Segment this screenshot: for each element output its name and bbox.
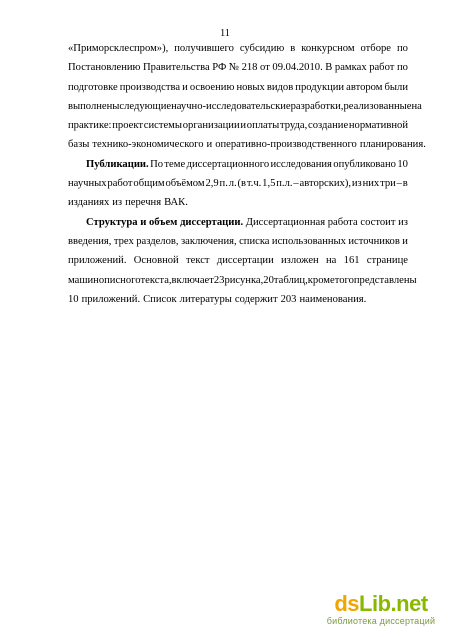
- text-line: базы технико-экономического и оперативно-производственного планирования.: [68, 139, 426, 151]
- logo-lib: Lib: [359, 591, 391, 616]
- text-line: приложений. Основной текст диссертации изложен на 161 странице: [68, 255, 408, 267]
- logo-dot: .: [390, 591, 397, 616]
- text-line: введения, трех разделов, заключения, списка использованных источников и: [68, 235, 408, 247]
- text-line: Публикации. По теме диссертационного исследования опубликовано 10: [86, 158, 408, 170]
- dslib-watermark[interactable]: [326, 592, 436, 627]
- text-line: 10 приложений. Список литературы содержит 203 наименования.: [68, 293, 367, 305]
- logo-net: net: [396, 591, 428, 616]
- text-line: научных работ общим объёмом 2,9 п. л. (в т.ч. 1,5 п.л. – авторских), из них три – в: [68, 178, 408, 190]
- document-body: [68, 39, 426, 309]
- text-line: Постановлению Правительства РФ № 218 от 09.04.2010. В рамках работ по: [68, 62, 408, 74]
- dslib-logo: [326, 592, 436, 616]
- paragraph-p1: [68, 39, 426, 155]
- paragraph-p2: [68, 155, 408, 213]
- logo-ds: ds: [334, 591, 360, 616]
- text-line: практике: проект системы организации и оплаты труда, создание нормативной: [68, 120, 408, 132]
- paragraph-p3: [68, 213, 417, 309]
- page-number: 11: [219, 28, 231, 39]
- watermark-caption: библиотека диссертаций: [326, 616, 436, 626]
- text-line: Структура и объем диссертации. Диссертационная работа состоит из: [86, 216, 408, 228]
- text-line: выполнены следующие научно-исследовательские разработки, реализованные на: [68, 100, 422, 112]
- text-line: изданиях из перечня ВАК.: [68, 197, 188, 209]
- text-line: подготовке производства и освоению новых видов продукции автором были: [68, 81, 408, 93]
- text-line: «Приморсклеспром»), получившего субсидию в конкурсном отборе по: [68, 43, 408, 54]
- text-line: машинописного текста, включает 23 рисунка, 20 таблиц, кроме того представлены: [68, 274, 417, 286]
